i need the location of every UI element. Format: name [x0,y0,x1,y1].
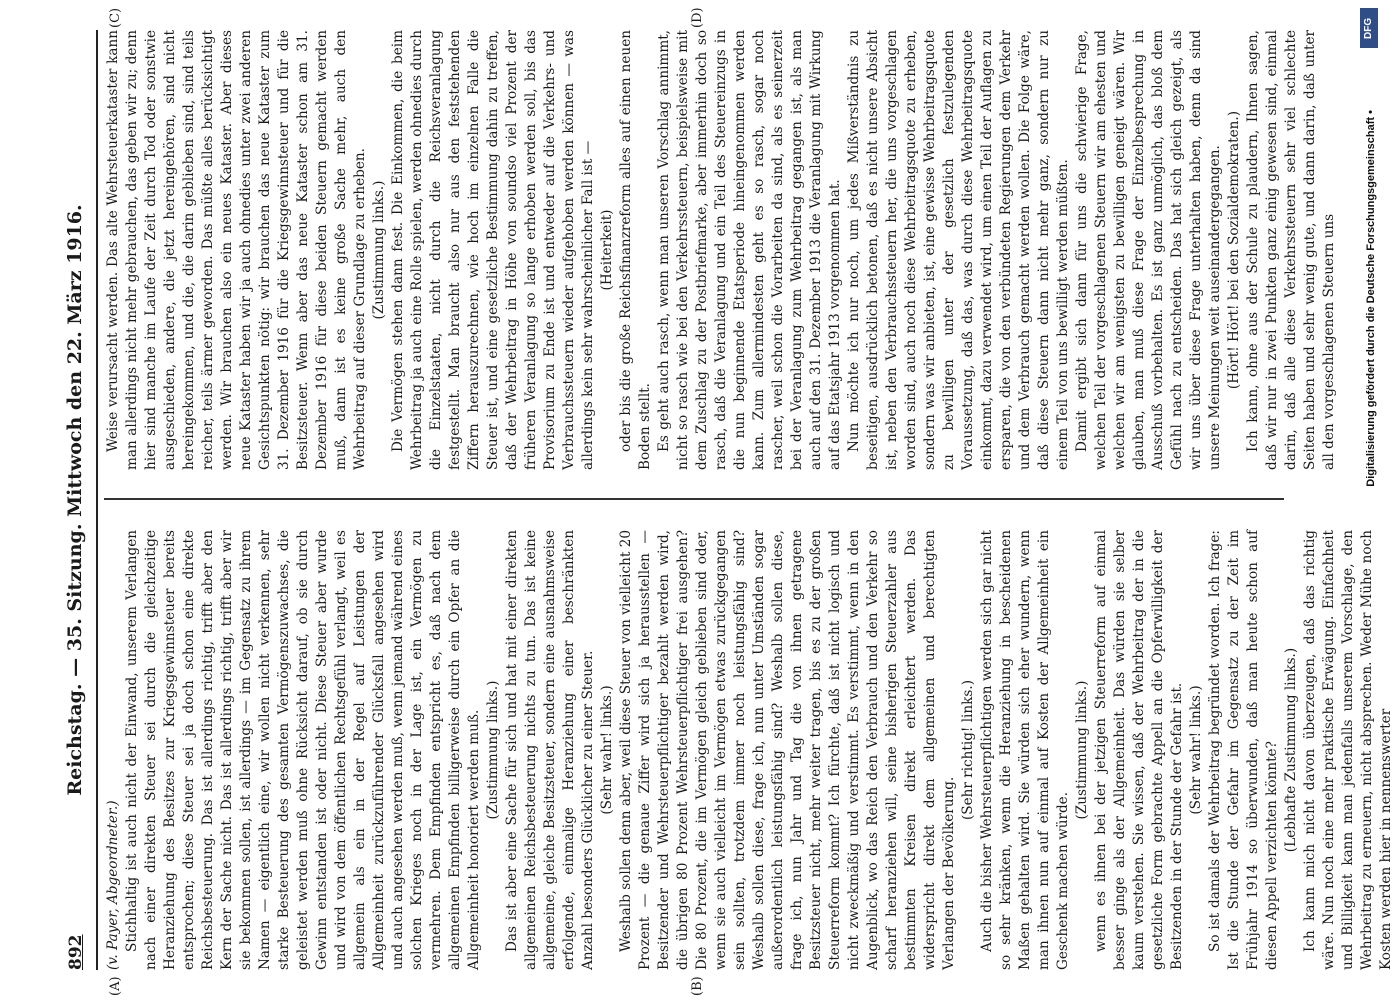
dfg-logo: DFG [1360,8,1378,48]
interjection: (Zustimmung links.) [371,180,387,320]
paragraph: wenn es ihnen bei der jetzigen Steuerreform auf einmal besser ginge als der Allgemeinheit. Das würden sie selber kaum verstehen. Sie wissen, daß der Wehrbeitrag der in die gesetzliche Form gebrachte Appell an die Opferwilligkeit der Besitzenden in der Stunde der Gefahr ist. [1093,530,1185,970]
page-number: 892 [66,934,86,970]
paragraph: Das ist aber eine Sache für sich und hat mit einer direkten allgemeinen Reichsbesteuerung nichts zu tun. Das ist keine allgemeine, gleiche Besitzsteuer, sondern eine ausnahmsweise erfolgende, einmalige Heranziehung einer beschränkten Anzahl besonders Glücklicher zu einer Steuer. [504,530,596,970]
paragraph: Weise verursacht werden. Das alte Wehrsteuerkataster kann man allerdings nicht mehr gebrauchen, das geben wir zu; denn hier sind manche im Laufe der Zeit durch Tod oder sonstwie ausgeschieden, andere, die jetzt hereingehören, sind nicht hereingekommen, und die, die darin geblieben sind, sind teils reicher, teils ärmer geworden. Das müßte alles berücksichtigt werden. Wir brauchen also ein neues Kataster. Aber dieses neue Kataster haben wir ja auch ohnedies unter zwei anderen Gesichtspunkten nötig: wir brauchen das neue Kataster zum 31. Dezember 1916 für die Kriegsgewinnsteuer und für die Besitzsteuer. Wenn aber das neue Kataster schon am 31. Dezember 1916 für diese beiden Steuern gemacht werden muß, dann ist es keine große Sache mehr, auch den Wehrbeitrag auf dieser Grundlage zu erheben. [105,30,368,470]
page-title: Reichstag. — 35. Sitzung. Mittwoch den 22. März 1916. [64,204,86,796]
speaker-line: (v. Payer, Abgeordneter.) [105,800,121,970]
margin-marker-c: (C) [108,7,123,28]
paragraph: Es geht auch rasch, wenn man unseren Vorschlag annimmt, nicht so rasch wie bei den Verkehrssteuern, beispielsweise mit dem Zuschlag zu der Postbriefmarke, aber immerhin doch so rasch, daß die Veranlagung und ein Teil des Steuereinzugs in die nun beginnende Etatsperiode hineingenommen werden kann. Zum allermindesten geht es so rasch, sogar noch rascher, weil schon die Vorarbeiten da sind, als es seinerzeit bei der Veranlagung zum Wehrbeitrag gegangen ist, als man auch auf den 31. Dezember 1913 die Veranlagung mit Wirkung auf das Etatsjahr 1913 vorgenommen hat. [656,30,843,470]
paragraph: Nun möchte ich nur noch, um jedes Mißverständnis zu beseitigen, ausdrücklich betonen, daß es nicht unsere Absicht ist, neben den Verbrauchssteuern her, die uns vorgeschlagen worden sind, auch noch diese Wehrbeitragsquote zu erheben, sondern was wir anbieten, ist, eine gewisse Wehrbeitragsquote zu bewilligen unter der gesetzlich festzulegenden Voraussetzung, daß das, was durch diese Wehrbeitragsquote einkommt, dazu verwendet wird, um einen Teil der Auflagen zu ersparen, die von den verbündeten Regierungen dem Verkehr und dem Verbrauch gemacht werden wollen. Die Folge wäre, daß diese Steuern dann nicht mehr ganz, sondern nur zu einem Teil von uns bewilligt werden müßten. [846,30,1071,470]
margin-marker-a: (A) [108,976,123,996]
digitization-note: Digitalisierung gefördert durch die Deutsche Forschungsgemeinschaft • [1365,110,1377,487]
paragraph: Die Vermögen stehen dann fest. Die Einkommen, die beim Wehrbeitrag ja auch eine Rolle spielen, werden ohnedies durch die Einzelstaaten, nicht durch die Reichsveranlagung festgestellt. Man braucht also nur aus den feststehenden Ziffern herauszurechnen, wie hoch im einzelnen Falle die Steuer ist, und eine gesetzliche Bestimmung dahin zu treffen, daß der Wehrbeitrag in Höhe von soundso viel Prozent der früheren Veranlagung so lange erhoben werden soll, bis das Provisorium zu Ende ist und entweder auf die Verkehrs- und Verbrauchssteuern wieder aufgehoben werden können — was allerdings kein sehr wahrscheinlicher Fall ist — [390,30,596,470]
text-column-right [104,30,1339,470]
interjection: (Sehr richtig! links.) [960,679,976,821]
interjection: (Zustimmung links.) [485,680,501,820]
page-header [64,30,94,970]
interjection: (Heiterkeit) [599,209,615,291]
paragraph: Ich kann, ohne aus der Schule zu plaudern, Ihnen sagen, daß wir nur in zwei Punkten ganz einig gewesen sind, einmal darin, daß alle diese Verkehrssteuern sehr viel schlechte Seiten haben und sehr wenig gute, und dann darin, daß unter all den vorgeschlagenen Steuern uns [1245,30,1337,470]
interjection: (Hört! Hört! bei den Sozialdemokraten.) [1226,110,1242,390]
paragraph: So ist damals der Wehrbeitrag begründet worden. Ich frage: Ist die Stunde der Gefahr im Gegensatz zu der Zeit im Frühjahr 1914 so überwunden, daß man heute schon auf diesen Appell verzichten könnte? [1207,530,1280,970]
column-left-body [123,530,1396,970]
interjection: (Lebhafte Zustimmung links.) [1283,647,1299,853]
text-column-left [104,530,1396,970]
paragraph: oder bis die große Reichsfinanzreform alles auf einen neuen Boden stellt. [618,30,653,470]
margin-marker-b: (B) [690,976,705,996]
paragraph: Damit ergibt sich dann für uns die schwierige Frage, welchen Teil der vorgeschlagenen Steuern wir am ehesten und welchen wir am wenigsten zu bewilligen geneigt wären. Wir glauben, man muß diese Frage der Einzelbesprechung in Ausschuß vorbehalten. Es ist ganz unmöglich, das bloß dem Gefühl nach zu entscheiden. Das hat sich gleich gezeigt, als wir uns über diese Frage unterhalten haben, denn da sind unsere Meinungen weit auseinandergegangen. [1074,30,1223,470]
interjection: (Sehr wahr! links.) [599,685,615,815]
interjection: (Zustimmung links.) [1074,680,1090,820]
column-divider [104,499,1284,501]
margin-marker-d: (D) [690,7,705,28]
column-right-body [104,30,1339,470]
paragraph: Stichhaltig ist auch nicht der Einwand, unserem Verlangen nach einer direkten Steuer sei durch die gleichzeitige Heranziehung des Besitzes zur Kriegsgewinnsteuer bereits entsprochen; diese Steuer sei ja doch schon eine direkte Reichsbesteuerung. Das ist allerdings richtig, trifft aber den Kern der Sache nicht. Das ist allerdings richtig, trifft aber wir sie bekommen sollen, ist allerdings — im Gegensatz zu ihrem Namen — eigentlich eine, wir wollen nicht verkennen, sehr starke Besteuerung des gesamten Vermögenszuwachses, die geleistet werden muß ohne Rücksicht darauf, ob sie durch Gewinn entstanden ist oder nicht. Diese Steuer aber wurde und wird von dem öffentlichen Rechtsgefühl verlangt, weil es allgemein als ein in der Regel auf Leistungen der Allgemeinheit zurückzuführender Glücksfall angesehen wird und auch angesehen werden muß, wenn jemand während eines solchen Krieges noch in der Lage ist, ein Vermögen zu vermehren. Dem Empfinden entspricht es, daß nach dem allgemeinen Empfinden billigerweise durch ein Opfer an die Allgemeinheit honoriert werden muß. [124,530,482,970]
header-rule [96,30,98,970]
paragraph: Auch die bisher Wehrsteuerpflichtigen werden sich gar nicht so sehr kränken, wenn die Heranziehung in bescheidenen Maßen gehalten wird. Sie würden sich eher wundern, wenn man ihnen nun auf einmal auf Kosten der Allgemeinheit ein Geschenk machen würde. [979,530,1071,970]
paragraph: Ich kann mich nicht davon überzeugen, daß das richtig wäre. Nun noch eine mehr praktische Erwägung. Einfachheit und Billigkeit kann man jedenfalls unserem Vorschlage, den Wehrbeitrag zu erneuern, nicht absprechen. Weder Mühe noch Kosten werden hier in nennenswerter [1302,530,1394,970]
interjection: (Sehr wahr! links.) [1188,685,1204,815]
digitization-stamp [1359,0,1381,1000]
paragraph: Weshalb sollen denn aber, weil diese Steuer von vielleicht 20 Prozent — die genaue Ziffer wird sich ja herausstellen — Besitzender und Wehrsteuerpflichtiger bezahlt werden wird, die übrigen 80 Prozent Wehrsteuerpflichtiger frei ausgehen? Die 80 Prozent, die im Vermögen gleich geblieben sind oder, wenn sie auch vielleicht im Vermögen etwas zurückgegangen sein sollten, trotzdem immer noch leistungsfähig sind? Weshalb sollen diese, frage ich, nun unter Umständen sogar außerordentlich leistungsfähig sind? Weshalb sollen diese, frage ich, nun Jahr und Tag die von ihnen getragene Besitzsteuer nicht, mehr weiter tragen, bis es zu der großen Steuerreform kommt? Ich fürchte, daß ist nicht logisch und nicht zweckmäßig und verstimmt. Es verstimmt, wenn in den Augenblick, wo das Reich den Verbrauch und den Verkehr so scharf heranziehen will, seine bisherigen Steuerzahler aus bestimmten Kreisen direkt erleichtert werden. Das widerspricht direkt dem allgemeinen und berechtigten Verlangen der Bevölkerung. [618,530,957,970]
